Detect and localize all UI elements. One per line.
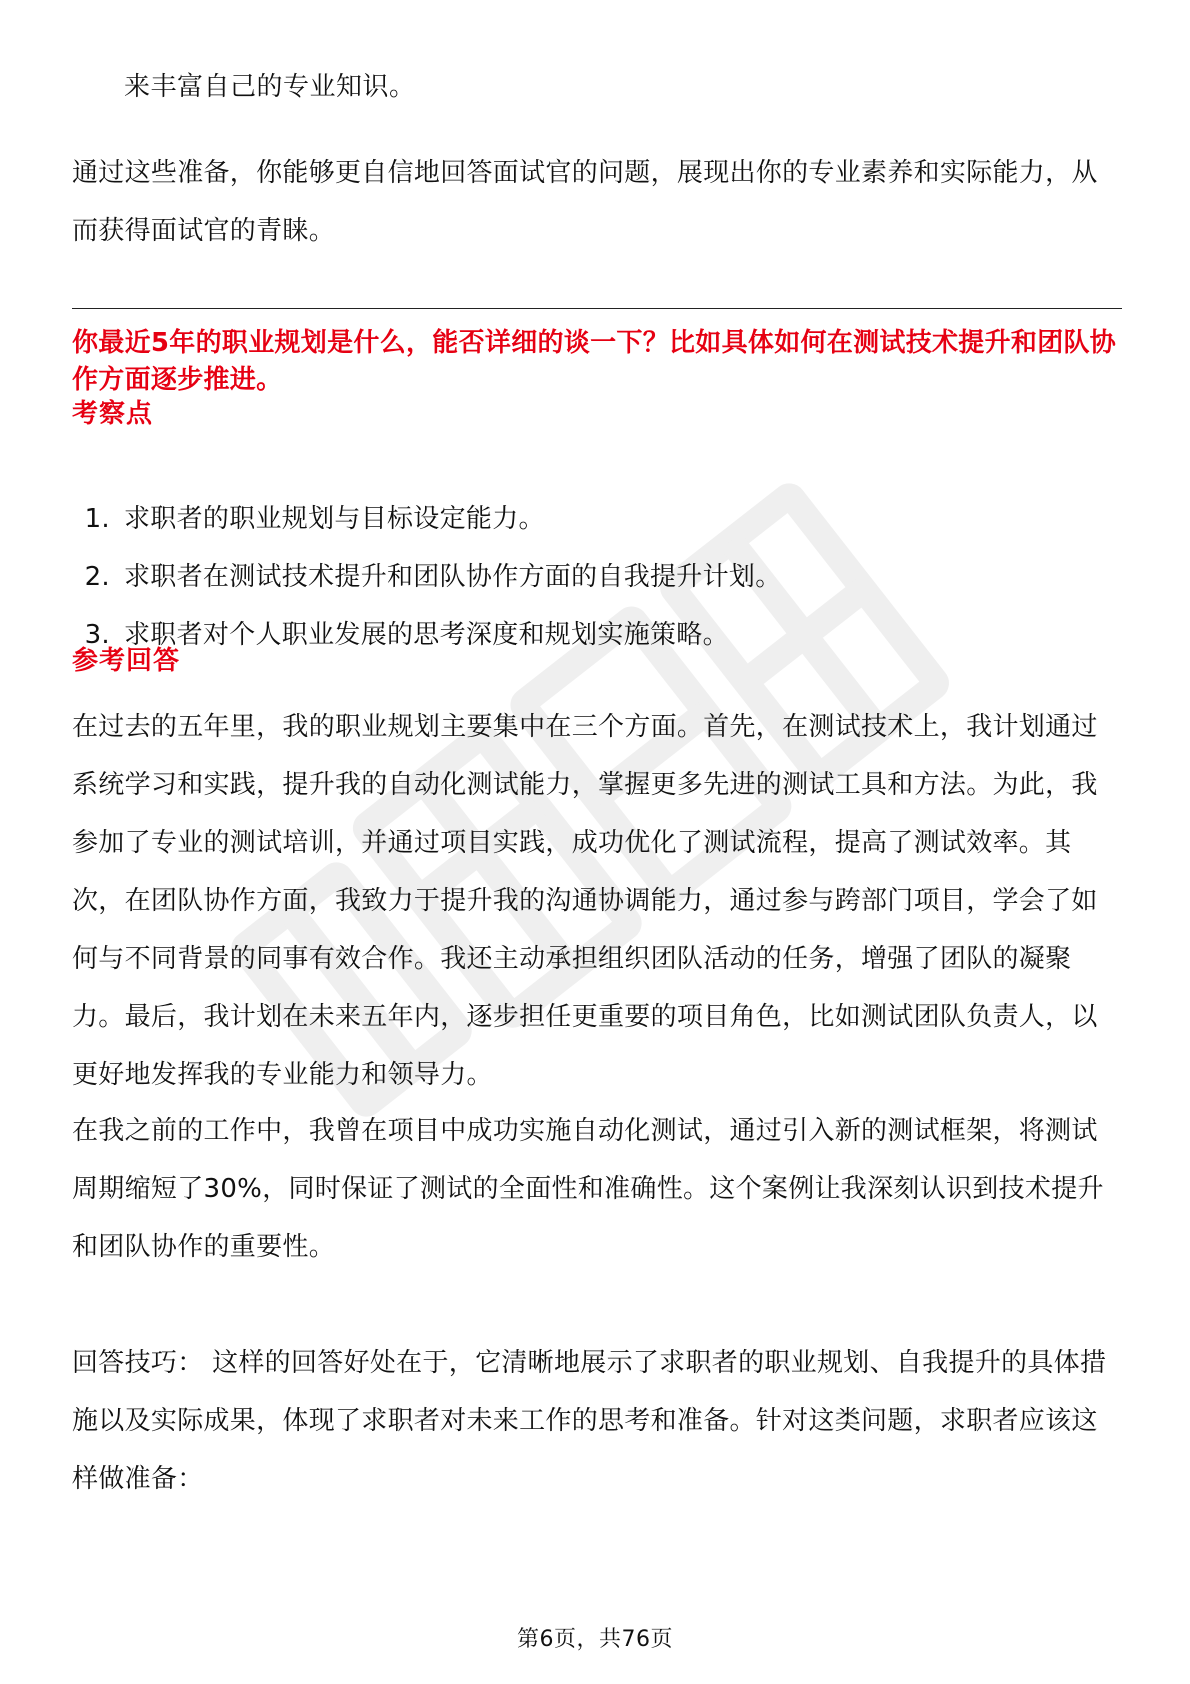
- assessment-item-number: 1.: [84, 504, 110, 534]
- assessment-list: [72, 490, 1122, 664]
- assessment-item-number: 3.: [84, 620, 110, 650]
- intro-section: [72, 58, 1122, 260]
- assessment-item-text: 求职者的职业规划与目标设定能力。: [124, 504, 545, 534]
- assessment-item-text: 求职者在测试技术提升和团队协作方面的自我提升计划。: [124, 562, 782, 592]
- page-number-footer: 第6页，共76页: [517, 1627, 673, 1652]
- assessment-item-text: 求职者对个人职业发展的思考深度和规划实施策略。: [124, 620, 729, 650]
- assessment-heading: 考察点: [72, 399, 154, 429]
- closing-paragraph: 通过这些准备，你能够更自信地回答面试官的问题，展现出你的专业素养和实际能力，从而获得面试官的青睐。: [72, 158, 1098, 246]
- section-divider: [72, 308, 1122, 309]
- assessment-item: [72, 490, 1122, 548]
- assessment-item-number: 2.: [84, 562, 110, 592]
- interview-question: 你最近5年的职业规划是什么，能否详细的谈一下？比如具体如何在测试技术提升和团队协作方面逐步推进。: [72, 328, 1117, 395]
- continued-text-line: 来丰富自己的专业知识。: [124, 72, 416, 102]
- answer-tips-paragraph: 回答技巧： 这样的回答好处在于，它清晰地展示了求职者的职业规划、自我提升的具体措施以及实际成果，体现了求职者对未来工作的思考和准备。针对这类问题，求职者应该这样做准备：: [72, 1348, 1107, 1494]
- reference-answer-heading: 参考回答: [72, 646, 181, 676]
- assessment-item: [72, 606, 1122, 664]
- reference-answer-paragraph-2: 在我之前的工作中，我曾在项目中成功实施自动化测试，通过引入新的测试框架，将测试周期缩短了30%，同时保证了测试的全面性和准确性。这个案例让我深刻认识到技术提升和团队协作的重要性。: [72, 1116, 1104, 1262]
- assessment-item: [72, 548, 1122, 606]
- reference-answer-paragraph-1: 在过去的五年里，我的职业规划主要集中在三个方面。首先，在测试技术上，我计划通过系统学习和实践，提升我的自动化测试能力，掌握更多先进的测试工具和方法。为此，我参加了专业的测试培训，并通过项目实践，成功优化了测试流程，提高了测试效率。其次，在团队协作方面，我致力于提升我的沟通协调能力，通过参与跨部门项目，学会了如何与不同背景的同事有效合作。我还主动承担组织团队活动的任务，增强了团队的凝聚力。最后，我计划在未来五年内，逐步担任更重要的项目角色，比如测试团队负责人，以更好地发挥我的专业能力和领导力。: [72, 712, 1098, 1090]
